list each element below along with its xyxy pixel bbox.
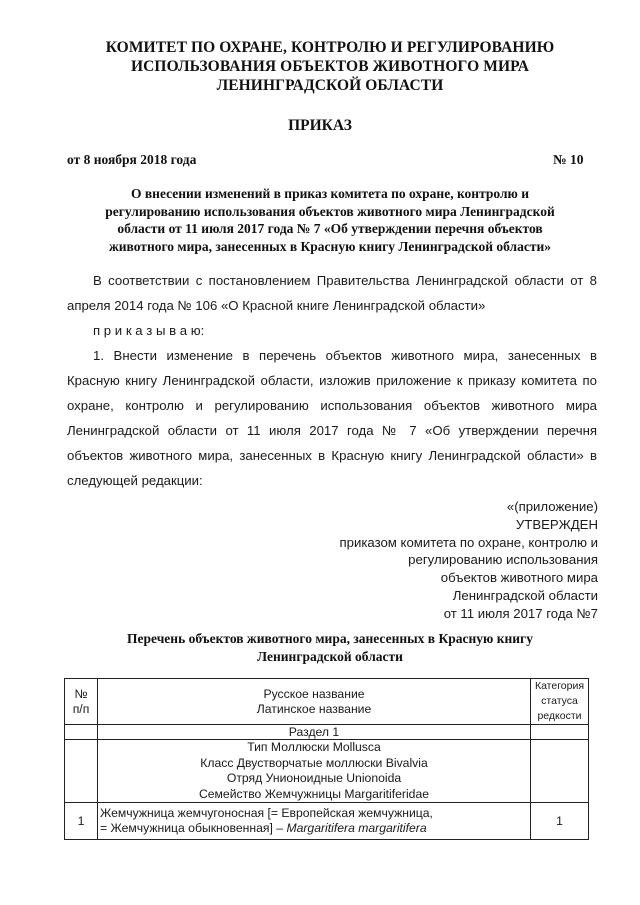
committee-name [80,38,580,95]
taxon-order: Отряд Унионоидные Unionoida [226,771,402,785]
header-number-line: п/п [72,701,90,716]
species-name-cell [98,803,531,840]
order-date: от 8 ноября 2018 года [67,152,197,167]
table-row [65,803,589,840]
order-number: № 10 [553,152,584,167]
header-number-cell [65,679,98,725]
table-cell [65,725,98,740]
approval-line-5: объектов животного мира [440,570,598,586]
subject-line-4: животного мира, занесенных в Красную книгу Ленинградской области» [108,238,552,254]
table-header-row [65,679,589,725]
order-subject [80,185,580,255]
species-category-cell: 1 [531,803,589,840]
preamble-line-2: апреля 2014 года № 106 «О Красной книге Ленинградской области» [67,298,486,313]
species-latin-name: Margaritifera margaritifera [286,821,427,835]
header-latin-name: Латинское название [256,701,372,716]
taxon-family: Семейство Жемчужницы Margaritiferidae [198,786,430,801]
document-type: ПРИКАЗ [288,117,352,134]
approval-line-2: УТВЕРЖДЕН [515,516,598,532]
taxon-phylum: Тип Моллюски Mollusca [247,740,381,754]
taxon-class: Класс Двустворчатые моллюски Bivalvia [200,755,428,770]
section-cell: Раздел 1 [98,725,531,740]
table-cell [65,740,98,803]
table-row [65,725,589,740]
preamble-paragraph [67,268,597,318]
subject-line-1: О внесении изменений в приказ комитета по охране, контролю и [131,186,529,201]
species-name-line-2 [100,821,528,836]
order-word: п р и к а з ы в а ю: [93,323,205,338]
table-cell [531,725,589,740]
clause-line-6: следующей редакции: [67,473,203,488]
approval-line-7: от 11 июля 2017 года №7 [443,605,598,621]
header-russian-name: Русское название [263,686,365,701]
header-name-cell [98,679,531,725]
committee-line-3: ЛЕНИНГРАДСКОЙ ОБЛАСТИ [216,77,444,94]
subject-line-2: регулированию использования объектов животного мира Ленинградской [105,203,555,219]
approval-line-4: регулированию использования [408,552,598,568]
clause-line-1: 1. Внести изменение в перечень объектов животного мира, занесенных в [93,348,597,363]
clause-line-5: объектов животного мира, занесенных в Красную книгу Ленинградской области» в [67,448,597,463]
committee-line-2: ИСПОЛЬЗОВАНИЯ ОБЪЕКТОВ ЖИВОТНОГО МИРА [130,58,530,75]
subject-line-3: области от 11 июля 2017 года № 7 «Об утверждении перечня объектов [117,221,543,236]
list-title: Перечень объектов животного мира, занесенных в Красную книгу Ленинградской области [127,631,533,664]
header-category-cell [531,679,589,725]
header-category-line: статуса [541,695,578,707]
taxonomy-cell [98,740,531,803]
species-synonym: = Жемчужница обыкновенная] – [100,821,287,835]
species-number-cell: 1 [65,803,98,840]
preamble-line-1: В соответствии с постановлением Правительства Ленинградской области от 8 [93,273,597,288]
species-name-line-1: Жемчужница жемчугоносная [= Европейская жемчужница, [100,806,433,820]
clause-line-2: Красную книгу Ленинградской области, изложив приложение к приказу комитета по [67,373,597,388]
approval-line-3: приказом комитета по охране, контролю и [339,534,598,550]
header-category-line: редкости [537,710,582,722]
header-number-line: № [74,686,88,701]
clause-line-4: Ленинградской области от 11 июля 2017 года № 7 «Об утверждении перечня [67,423,597,438]
clause-1-paragraph [67,343,597,493]
approval-block [320,498,598,623]
species-table [64,678,589,840]
committee-line-1: КОМИТЕТ ПО ОХРАНЕ, КОНТРОЛЮ И РЕГУЛИРОВАНИЮ [105,39,555,56]
table-cell [531,740,589,803]
clause-line-3: охране, контролю и регулированию использования объектов животного мира [67,398,597,413]
approval-line-1: «(приложение) [506,499,598,514]
table-row [65,740,589,803]
approval-line-6: Ленинградской области [452,587,598,603]
header-category-line: Категория [534,680,585,692]
